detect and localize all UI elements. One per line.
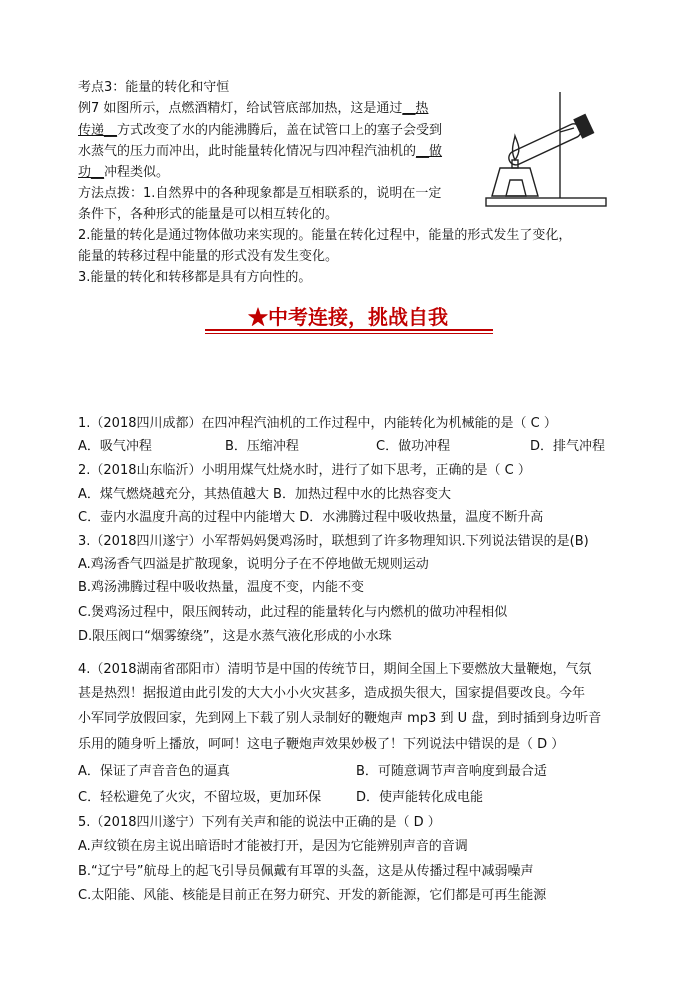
question-4-line: 甚是热烈！据报道由此引发的大大小小火灾甚多，造成损失很大，国家提倡要改良。今年 bbox=[78, 686, 586, 701]
question-2-stem: 2.（2018山东临沂）小明用煤气灶烧水时，进行了如下思考，正确的是（ C ） bbox=[78, 463, 531, 478]
question-5-stem: 5.（2018四川遂宁）下列有关声和能的说法中正确的是（ D ） bbox=[78, 815, 441, 830]
banner-text: 中考连接，挑战自我 bbox=[268, 305, 448, 329]
example-line-4: 功__冲程类似。 bbox=[78, 165, 170, 180]
q4-option-a: A．保证了声音音色的逼真 bbox=[78, 764, 230, 779]
q2-options-ab: A．煤气燃烧越充分，其热值越大 B．加热过程中水的比热容变大 bbox=[78, 487, 451, 502]
example-line-3 bbox=[78, 142, 442, 162]
question-4-line: 乐用的随身听上播放，呵呵！这电子鞭炮声效果妙极了！下列说法中错误的是（ D ） bbox=[78, 737, 565, 752]
q4-option-c: C．轻松避免了火灾，不留垃圾，更加环保 bbox=[78, 790, 322, 805]
answer-blank: __做 bbox=[416, 144, 443, 159]
star-icon: ★ bbox=[248, 305, 268, 329]
q5-option-b: B.“辽宁号”航母上的起飞引导员佩戴有耳罩的头盔，这是从传播过程中减弱噪声 bbox=[78, 864, 534, 879]
q3-option-c: C.煲鸡汤过程中，限压阀转动，此过程的能量转化与内燃机的做功冲程相似 bbox=[78, 605, 508, 620]
question-1-stem: 1.（2018四川成都）在四冲程汽油机的工作过程中，内能转化为机械能的是（ C ） bbox=[78, 416, 557, 431]
banner-rule-top bbox=[205, 329, 493, 331]
method-tip: 方法点拨：1.自然界中的各种现象都是互相联系的，说明在一定 bbox=[78, 186, 442, 201]
q3-option-b: B.鸡汤沸腾过程中吸收热量，温度不变，内能不变 bbox=[78, 580, 365, 595]
flame bbox=[513, 136, 519, 160]
q3-option-a: A.鸡汤香气四溢是扩散现象，说明分子在不停地做无规则运动 bbox=[78, 557, 429, 572]
answer-blank: 传递 bbox=[78, 123, 105, 138]
alcohol-lamp bbox=[492, 168, 538, 196]
q1-option-c: C．做功冲程 bbox=[376, 439, 451, 454]
method-tip: 2.能量的转化是通过物体做功来实现的。能量在转化过程中，能量的形式发生了变化， bbox=[78, 228, 572, 243]
answer-blank: __热 bbox=[402, 101, 429, 116]
example-text: 水蒸气的压力而冲出，此时能量转化情况与四冲程汽油机的 bbox=[78, 144, 417, 159]
example-text: 例7 如图所示，点燃酒精灯，给试管底部加热，这是通过 bbox=[78, 101, 403, 116]
section-banner bbox=[0, 301, 696, 330]
example-text: 方式改变了水的内能沸腾后，盖在试管口上的塞子会受到 bbox=[117, 123, 443, 138]
q5-option-a: A.声纹锁在房主说出暗语时才能被打开，是因为它能辨别声音的音调 bbox=[78, 839, 468, 854]
apparatus-illustration bbox=[478, 84, 618, 214]
method-tip: 能量的转移过程中能量的形式没有发生变化。 bbox=[78, 249, 339, 264]
q1-option-d: D．排气冲程 bbox=[530, 439, 606, 454]
question-4-line: 小军同学放假回家，先到网上下载了别人录制好的鞭炮声 mp3 到 U 盘，到时插到身边听音 bbox=[78, 711, 602, 726]
section-heading: 考点3：能量的转化和守恒 bbox=[78, 80, 230, 95]
example-line-1 bbox=[78, 99, 428, 119]
q1-option-a: A．吸气冲程 bbox=[78, 439, 152, 454]
question-4-line: 4.（2018湖南省邵阳市）清明节是中国的传统节日，期间全国上下要燃放大量鞭炮，气氛 bbox=[78, 662, 592, 677]
q1-option-b: B．压缩冲程 bbox=[225, 439, 299, 454]
stand-base bbox=[486, 198, 606, 206]
method-tip: 3.能量的转化和转移都是具有方向性的。 bbox=[78, 270, 312, 285]
q5-option-c: C.太阳能、风能、核能是目前正在努力研究、开发的新能源，它们都是可再生能源 bbox=[78, 888, 547, 903]
method-tip: 条件下，各种形式的能量是可以相互转化的。 bbox=[78, 207, 339, 222]
q4-option-b: B．可随意调节声音响度到最合适 bbox=[356, 764, 547, 779]
q4-option-d: D．使声能转化成电能 bbox=[356, 790, 484, 805]
question-3-stem: 3.（2018四川遂宁）小军帮妈妈煲鸡汤时，联想到了许多物理知识.下列说法错误的是(B) bbox=[78, 534, 589, 549]
example-line-2: 传递__方式改变了水的内能沸腾后，盖在试管口上的塞子会受到 bbox=[78, 123, 443, 138]
q3-option-d: D.限压阀口“烟雾缭绕”，这是水蒸气液化形成的小水珠 bbox=[78, 629, 392, 644]
stopper bbox=[574, 115, 593, 138]
example-text: 冲程类似。 bbox=[104, 165, 170, 180]
q2-options-cd: C．壶内水温度升高的过程中内能增大 D．水沸腾过程中吸收热量，温度不断升高 bbox=[78, 510, 544, 525]
answer-blank: 功 bbox=[78, 165, 92, 180]
banner-rule-bottom bbox=[205, 333, 493, 334]
